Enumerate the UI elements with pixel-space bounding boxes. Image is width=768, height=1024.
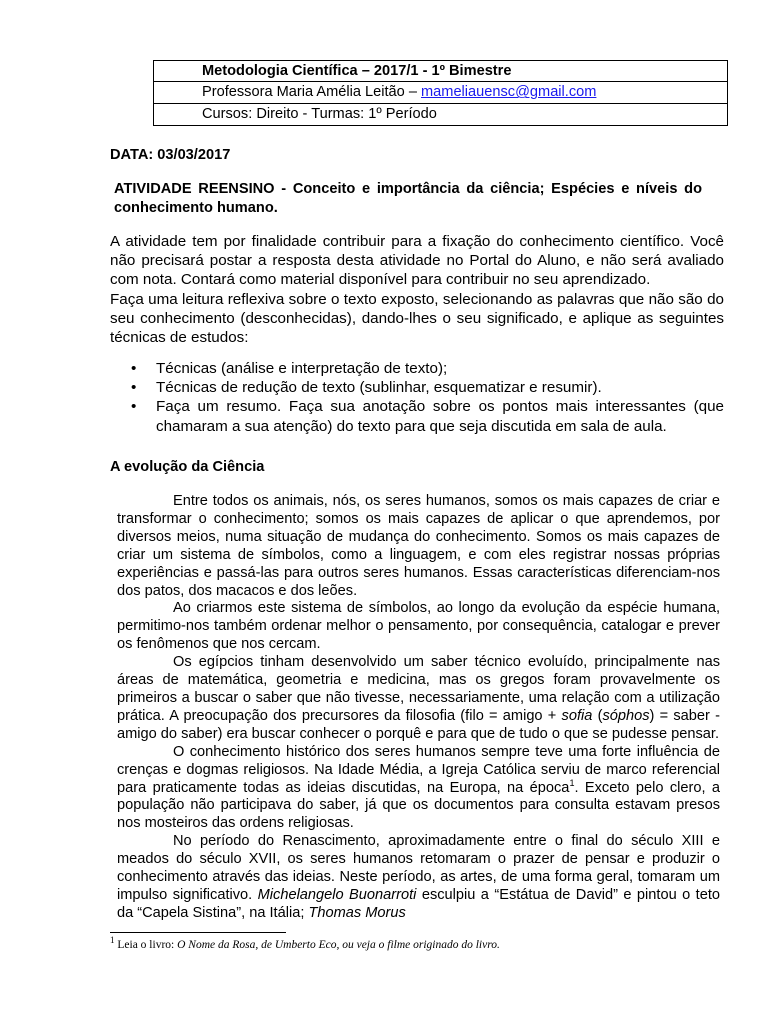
intro-paragraph-1: A atividade tem por finalidade contribuir para a fixação do conhecimento científico. Você não precisará postar a resposta desta atividade no Portal do Aluno, e não será avaliado com nota. Contará como material disponível para contribuir no seu aprendizado.: [110, 233, 724, 289]
list-item: • Faça um resumo. Faça sua anotação sobre os pontos mais interessantes (que chamaram a sua atenção) do texto para que seja discutida em sala de aula.: [131, 398, 724, 435]
body-paragraph-2: Ao criarmos este sistema de símbolos, ao longo da evolução da espécie humana, permitimo-nos também ordenar melhor o pensamento, por consequência, catalogar e prever os fenômenos que nos cercam.: [117, 600, 720, 653]
body-paragraph-5: No período do Renascimento, aproximadamente entre o final do século XIII e meados do século XVII, os seres humanos retomaram o prazer de pensar e produzir o conhecimento através das ideias. Neste período, as artes, de uma forma geral, tomaram um impulso significativo. Michelangelo Buonarroti esculpiu a “Estátua de David” e pintou o teto da “Capela Sistina”, na Itália; Thomas Morus: [117, 833, 720, 921]
technique-list: [110, 359, 724, 436]
professor-line: [154, 82, 727, 103]
intro-section: [110, 232, 724, 347]
course-title: Metodologia Científica – 2017/1 - 1º Bimestre: [154, 61, 727, 82]
courses-line: Cursos: Direito - Turmas: 1º Período: [202, 105, 437, 122]
section-title: A evolução da Ciência: [110, 459, 265, 475]
bullet-icon: •: [131, 379, 137, 397]
body-paragraph-1: Entre todos os animais, nós, os seres humanos, somos os mais capazes de criar e transformar o conhecimento; somos os mais capazes de aplicar o que aprendemos, por diversos meios, numa situação de mudança do conhecimento. Somos os mais capazes de criar um sistema de símbolos, como a linguagem, e com eles registrar nossas próprias experiências e passá-las para outros seres humanos. Essas características diferenciam-nos dos patos, dos macacos e dos leões.: [117, 493, 720, 599]
professor-email-link[interactable]: mameliauensc@gmail.com: [421, 84, 597, 101]
bullet-icon: •: [131, 360, 137, 377]
footnote-reference: 1: [569, 777, 575, 788]
list-item: • Técnicas de redução de texto (sublinhar, esquematizar e resumir).: [131, 379, 602, 397]
bullet-icon: •: [131, 398, 137, 416]
date-line: DATA: 03/03/2017: [110, 147, 231, 163]
intro-paragraph-2: Faça uma leitura reflexiva sobre o texto exposto, selecionando as palavras que não são do seu conhecimento (desconhecidas), dando-lhes o seu significado, e aplique as seguintes técnicas de estudos:: [110, 290, 724, 347]
body-paragraph-4: O conhecimento histórico dos seres humanos sempre teve uma forte influência de crenças e dogmas religiosos. Na Idade Média, a Igreja Católica serviu de marco referencial para praticamente todas as ideias discutidas, na Europa, na época$^1$. Exceto pelo clero, a população não participava do saber, já que os documentos para consulta estavam presos nos mosteiros das ordens religiosas.: [117, 743, 720, 832]
professor-name: Professora Maria Amélia Leitão –: [202, 84, 422, 101]
list-item: • Técnicas (análise e interpretação de texto);: [131, 360, 448, 377]
article-body: [117, 493, 720, 923]
footnote: $^1$ Leia o livro: O Nome da Rosa, de Umberto Eco, ou veja o filme originado do livro.: [110, 935, 500, 951]
footnote-divider: [110, 932, 286, 933]
body-paragraph-3: Os egípcios tinham desenvolvido um saber técnico evoluído, principalmente nas áreas de matemática, geometria e medicina, mas os gregos foram provavelmente os primeiros a buscar o saber que não tivesse, necessariamente, uma relação com a utilização prática. A preocupação dos precursores da filosofia (filo = amigo + sofia (sóphos) = saber - amigo do saber) era buscar conhecer o porquê e para que de tudo o que se pudesse pensar.: [117, 654, 720, 742]
activity-title: ATIVIDADE REENSINO - Conceito e importância da ciência; Espécies e níveis do conhecimento humano.: [114, 181, 702, 216]
header-table: [153, 60, 728, 126]
